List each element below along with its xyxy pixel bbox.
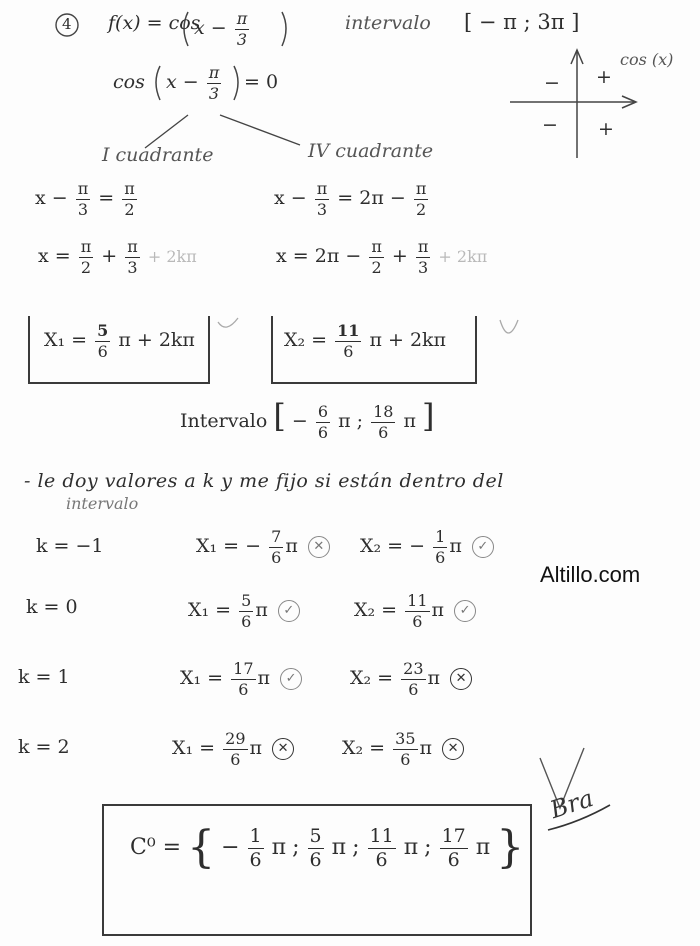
cross-mark-icon: ✕ [450,668,472,690]
result-set: C⁰ = { − $\frac{1}{6}$ π ; $\frac{5}{6}$ π ; $\frac{11}{6}$ π ; $\frac{17}{6}$ π } [130,822,525,874]
x1-value: X₁ = $\frac{17}{6}$ π ✓ [180,660,302,698]
grade-mark: Bra [546,783,597,825]
graph-label: cos (x) [620,50,674,69]
result-label: C⁰ = [130,835,182,861]
first-quadrant-line1: x − $\frac{\pi}{3}$ = $\frac{\pi}{2}$ [35,179,135,219]
x2-value: X₂ = $\frac{35}{6}$ π ✕ [342,730,464,768]
interval-label: intervalo [345,12,431,34]
fourth-quadrant-label: IV cuadrante [308,140,434,162]
k-value: k = 0 [26,596,78,618]
k-value: k = 2 [18,736,70,758]
x2-value: X₂ = − $\frac{1}{6}$ π ✓ [360,528,494,566]
x2-value: X₂ = $\frac{23}{6}$ π ✕ [350,660,472,698]
zero-equation-rhs: = 0 [244,71,279,93]
x2-value: X₂ = $\frac{11}{6}$ π ✓ [354,592,476,630]
fourth-quadrant-line1: x − $\frac{\pi}{3}$ = 2π − $\frac{\pi}{2}$ [274,179,427,219]
x1-value: X₁ = $\frac{29}{6}$ π ✕ [172,730,294,768]
solution-x1: X₁ = $\frac{5}{6}$ π + 2kπ [44,321,195,361]
x1-value: X₁ = − $\frac{7}{6}$ π ✕ [196,528,330,566]
function-argument: x − $\frac{\pi}{3}$ [194,9,248,49]
x1-value: X₁ = $\frac{5}{6}$ π ✓ [188,592,300,630]
first-quadrant-line2: x = $\frac{\pi}{2}$ + $\frac{\pi}{3}$ + 2kπ [38,237,197,277]
cos-sign-graph [510,50,636,158]
problem-number: 4 [62,15,72,33]
watermark: Altillo.com [540,562,641,587]
cross-mark-icon: ✕ [272,738,294,760]
check-mark-icon: ✓ [472,536,494,558]
zero-equation-cos: cos [113,71,145,93]
cross-mark-icon: ✕ [442,738,464,760]
check-mark-icon: ✓ [454,600,476,622]
note-line2: intervalo [66,494,139,513]
fourth-quadrant-line2: x = 2π − $\frac{\pi}{2}$ + $\frac{\pi}{3}$ + 2kπ [276,237,488,277]
cross-mark-icon: ✕ [308,536,330,558]
graph-q1-sign: + [596,66,612,88]
graph-q4-sign: + [598,118,614,140]
function-definition: f(x) = cos [108,12,201,34]
graph-q3-sign: − [542,114,558,136]
graph-q2-sign: − [544,72,560,94]
first-quadrant-label: I cuadrante [102,144,214,166]
k-value: k = 1 [18,666,70,688]
k-value: k = −1 [36,535,104,557]
solution-x2: X₂ = $\frac{11}{6}$ π + 2kπ [284,321,447,361]
check-mark-icon: ✓ [278,600,300,622]
interval-rewrite: Intervalo [ − $\frac{6}{6}$ π ; $\frac{18}{6}$ π ] [180,397,435,442]
interval-value: [ − π ; 3π ] [464,10,580,34]
note-line1: - le doy valores a k y me fijo si están dentro del [24,470,504,492]
check-mark-icon: ✓ [280,668,302,690]
zero-equation-argument: x − $\frac{\pi}{3}$ [166,63,220,103]
